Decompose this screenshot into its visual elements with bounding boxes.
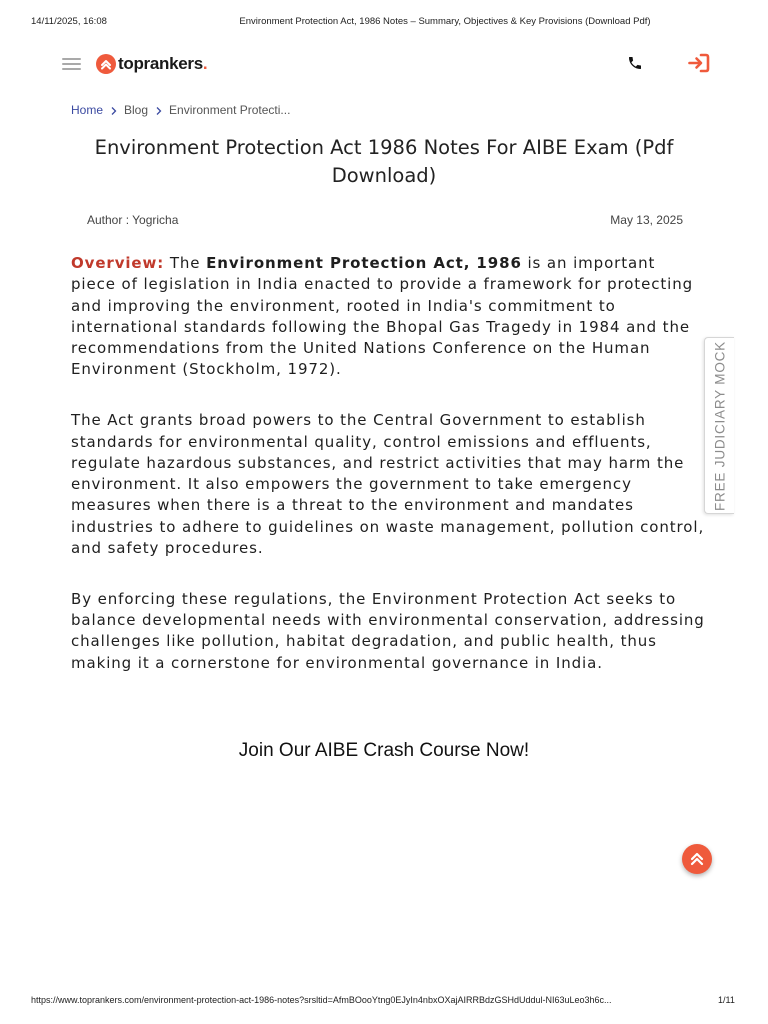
print-page-number: 1/11 — [718, 995, 735, 1005]
double-chevron-up-icon — [689, 851, 705, 867]
author-name: Author : Yogricha — [87, 213, 179, 227]
print-page-title: Environment Protection Act, 1986 Notes – Summary, Objectives & Key Provisions (Download Pdf) — [239, 16, 651, 27]
print-timestamp: 14/11/2025, 16:08 — [31, 16, 107, 27]
article-body — [71, 253, 705, 704]
menu-icon[interactable] — [62, 58, 81, 71]
phone-icon[interactable] — [627, 55, 643, 71]
powers-paragraph: The Act grants broad powers to the Central Government to establish standards for environmental quality, control emissions and effluents, regulate hazardous substances, and restrict activities that may harm the environment. It also empowers the government to take emergency measures when there is a threat to the environment and mandates industries to adhere to guidelines on waste management, pollution control, and safety procedures. — [71, 411, 705, 558]
logo-chevron-icon — [96, 54, 116, 74]
breadcrumb — [71, 103, 290, 117]
free-judiciary-mock-tab[interactable] — [704, 337, 734, 514]
print-footer — [0, 995, 768, 1009]
publish-date: May 13, 2025 — [610, 213, 683, 227]
print-header — [0, 16, 768, 30]
login-icon[interactable] — [688, 53, 710, 73]
crash-course-cta[interactable]: Join Our AIBE Crash Course Now! — [238, 740, 530, 761]
breadcrumb-home-link[interactable]: Home — [71, 103, 104, 117]
scroll-to-top-button[interactable] — [682, 844, 712, 874]
logo-text: toprankers. — [118, 54, 208, 73]
breadcrumb-blog-link[interactable]: Blog — [124, 103, 149, 117]
chevron-right-icon — [107, 105, 121, 115]
chevron-right-icon — [152, 105, 166, 115]
page-title: Environment Protection Act 1986 Notes For AIBE Exam (Pdf Download) — [94, 136, 674, 187]
act-name: Environment Protection Act, 1986 — [206, 254, 522, 272]
overview-label: Overview: — [71, 254, 165, 272]
article-meta — [87, 213, 683, 229]
print-url: https://www.toprankers.com/environment-protection-act-1986-notes?srsltid=AfmBOooYtng0EJyIn4nbxOXajAIRRBdzGSHdUddul-NI63uLeo3h6c... — [31, 995, 612, 1005]
site-logo[interactable] — [96, 53, 207, 75]
navbar — [0, 46, 768, 82]
side-tab-label: FREE JUDICIARY MOCK — [712, 340, 727, 511]
overview-paragraph: Overview: The Environment Protection Act, 1986 is an important piece of legislation in India enacted to provide a framework for protecting and improving the environment, rooted in India's commitment to international standards following the Bhopal Gas Tragedy in 1984 and the recommendations from the United Nations Conference on the Human Environment (Stockholm, 1972). — [71, 254, 694, 379]
breadcrumb-current: Environment Protecti... — [169, 103, 291, 117]
enforcement-paragraph: By enforcing these regulations, the Environment Protection Act seeks to balance developmental needs with environmental conservation, addressing challenges like pollution, habitat degradation, and public health, thus making it a cornerstone for environmental governance in India. — [71, 589, 705, 672]
